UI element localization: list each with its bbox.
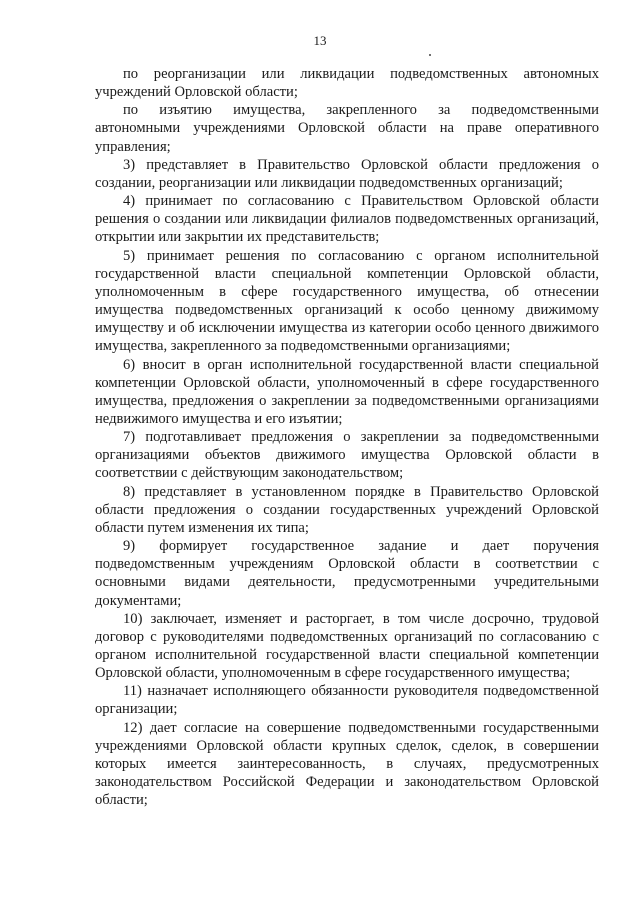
scan-speck <box>429 54 431 56</box>
paragraph-item-7: 7) подготавливает предложения о закреплении за подведомственными организациями объектов движимого имущества Орловской области в соответствии с действующим законодательством; <box>95 429 599 482</box>
paragraph-item-9: 9) формирует государственное задание и дает поручения подведомственным учреждениям Орловской области в соответствии с основными видами деятельности, предусмотренными учредительными документами; <box>95 538 599 609</box>
paragraph-seizure: по изъятию имущества, закрепленного за подведомственными автономными учреждениями Орловской области на праве оперативного управления; <box>95 102 599 155</box>
paragraph-reorganization: по реорганизации или ликвидации подведомственных автономных учреждений Орловской области; <box>95 66 599 101</box>
paragraph-item-8: 8) представляет в установленном порядке в Правительство Орловской области предложения о создании государственных учреждений Орловской области путем изменения их типа; <box>95 483 599 536</box>
page-number: 13 <box>313 33 327 48</box>
paragraph-item-5: 5) принимает решения по согласованию с органом исполнительной государственной власти специальной компетенции Орловской области, уполномоченным в сфере государственного имущества, об отнесении имущества подведомственных организаций к особо ценному движимому имуществу и об исключении имущества из категории особо ценного движимого имущества, закрепленного за подведомственными организациями; <box>95 247 599 355</box>
paragraph-item-3: 3) представляет в Правительство Орловской области предложения о создании, реорганизации или ликвидации подведомственных организаций; <box>95 156 599 191</box>
paragraph-item-10: 10) заключает, изменяет и расторгает, в том числе досрочно, трудовой договор с руководителями подведомственных организаций по согласованию с органом исполнительной государственной власти специальной компетенции Орловской области, уполномоченным в сфере государственного имущества; <box>95 610 599 682</box>
paragraph-item-4: 4) принимает по согласованию с Правительством Орловской области решения о создании или ликвидации филиалов подведомственных организаций, открытии или закрытии их представительств; <box>95 193 599 246</box>
paragraph-item-12: 12) дает согласие на совершение подведомственными государственными учреждениями Орловской области крупных сделок, сделок, в совершении которых имеется заинтересованность, в случаях, предусмотренных законодательством Российской Федерации и законодательством Орловской области; <box>95 719 599 809</box>
document-body <box>95 65 599 809</box>
paragraph-item-11: 11) назначает исполняющего обязанности руководителя подведомственной организации; <box>95 683 599 718</box>
paragraph-item-6: 6) вносит в орган исполнительной государственной власти специальной компетенции Орловской области, уполномоченный в сфере государственного имущества, предложения о закреплении за подведомственными организациями недвижимого имущества и его изъятии; <box>95 356 599 427</box>
